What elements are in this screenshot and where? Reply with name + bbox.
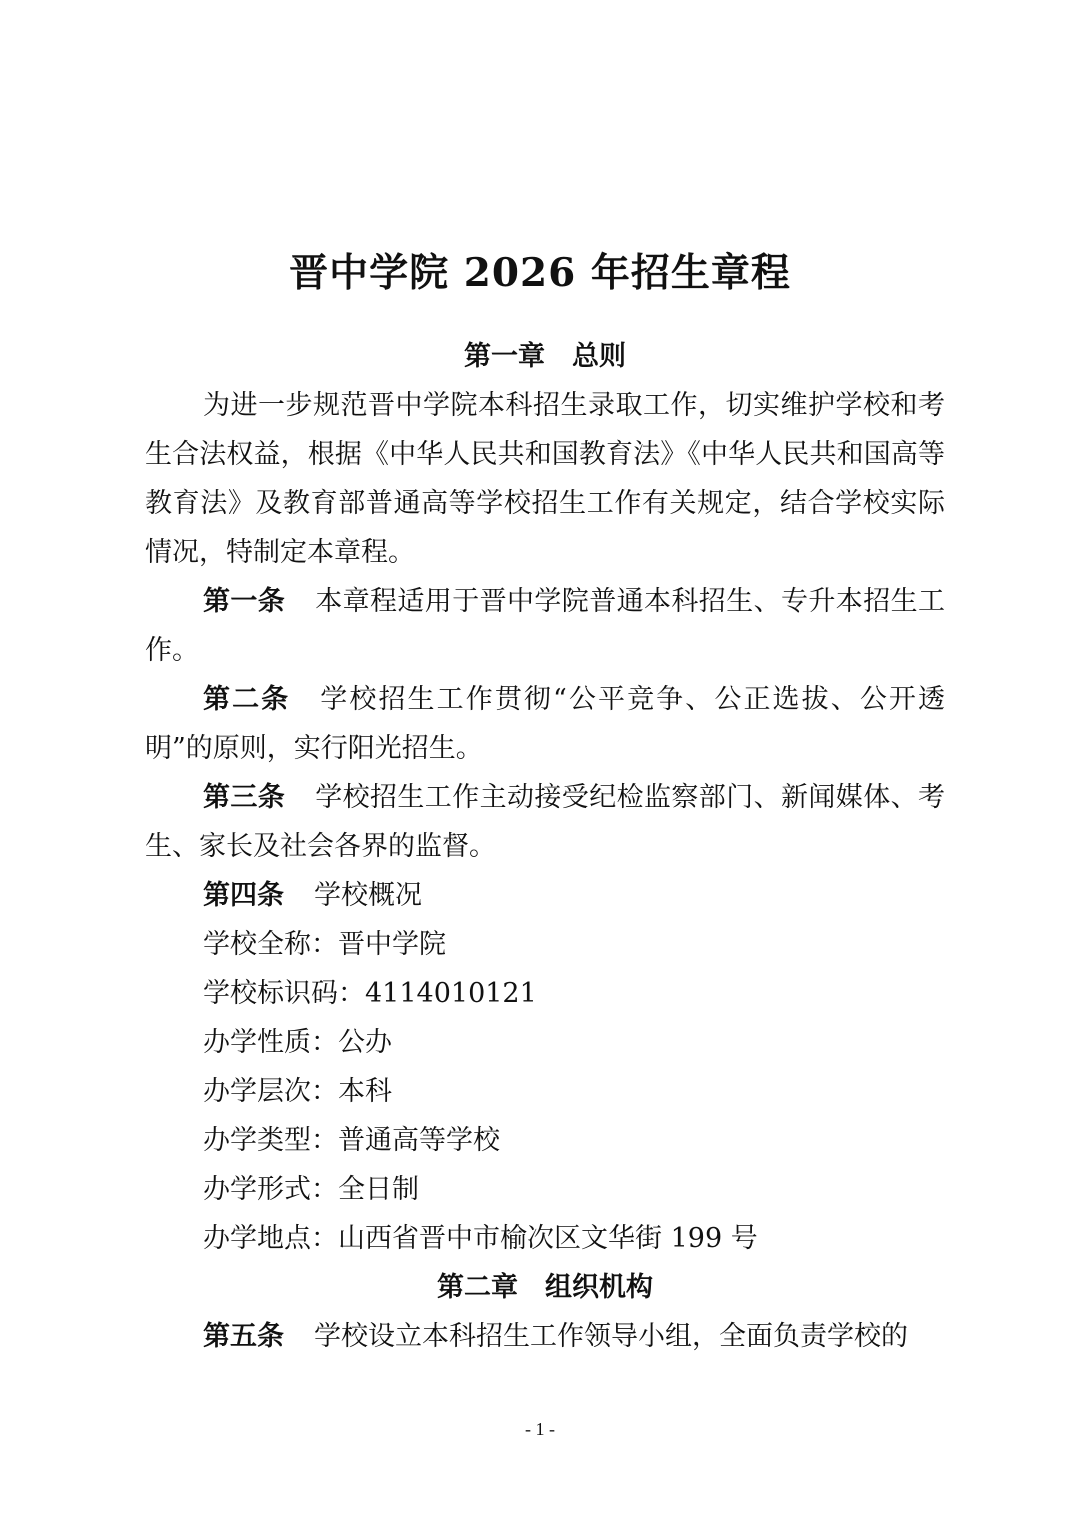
- article-1: [145, 577, 945, 675]
- article-label: 第一条: [203, 586, 286, 617]
- article-text: 学校招生工作主动接受纪检监察部门、新闻媒体、考生、家长及社会各界的监督。: [145, 782, 946, 862]
- article-text: 本章程适用于晋中学院普通本科招生、专升本招生工作。: [145, 586, 946, 666]
- document-body: [145, 332, 945, 1361]
- school-address: 办学地点：山西省晋中市榆次区文华街 199 号: [203, 1223, 758, 1254]
- article-text: 学校概况: [314, 880, 422, 911]
- page-number: - 1 -: [525, 1419, 555, 1439]
- article-5: [145, 1312, 945, 1361]
- article-label: 第五条: [203, 1321, 284, 1352]
- school-form: 办学形式：全日制: [203, 1174, 419, 1205]
- article-label: 第三条: [203, 782, 286, 813]
- school-full-name: 学校全称：晋中学院: [203, 929, 446, 960]
- intro-paragraph: 为进一步规范晋中学院本科招生录取工作，切实维护学校和考生合法权益，根据《中华人民共和国教育法》《中华人民共和国高等教育法》及教育部普通高等学校招生工作有关规定，结合学校实际情况，特制定本章程。: [145, 390, 945, 568]
- school-level: 办学层次：本科: [203, 1076, 392, 1107]
- school-nature: 办学性质：公办: [203, 1027, 392, 1058]
- chapter-heading-2: 第二章 组织机构: [437, 1272, 653, 1303]
- article-text: 学校设立本科招生工作领导小组，全面负责学校的: [314, 1321, 908, 1352]
- article-4: [145, 871, 945, 920]
- article-text: 学校招生工作贯彻“公平竞争、公正选拔、公开透明”的原则，实行阳光招生。: [145, 684, 945, 764]
- article-label: 第四条: [203, 880, 284, 911]
- school-code: 学校标识码：4114010121: [203, 978, 537, 1009]
- article-label: 第二条: [203, 684, 291, 715]
- school-type: 办学类型：普通高等学校: [203, 1125, 500, 1156]
- article-2: [145, 675, 945, 773]
- chapter-heading-1: 第一章 总则: [464, 341, 626, 372]
- document-title: 晋中学院 2026 年招生章程: [289, 250, 791, 296]
- article-3: [145, 773, 945, 871]
